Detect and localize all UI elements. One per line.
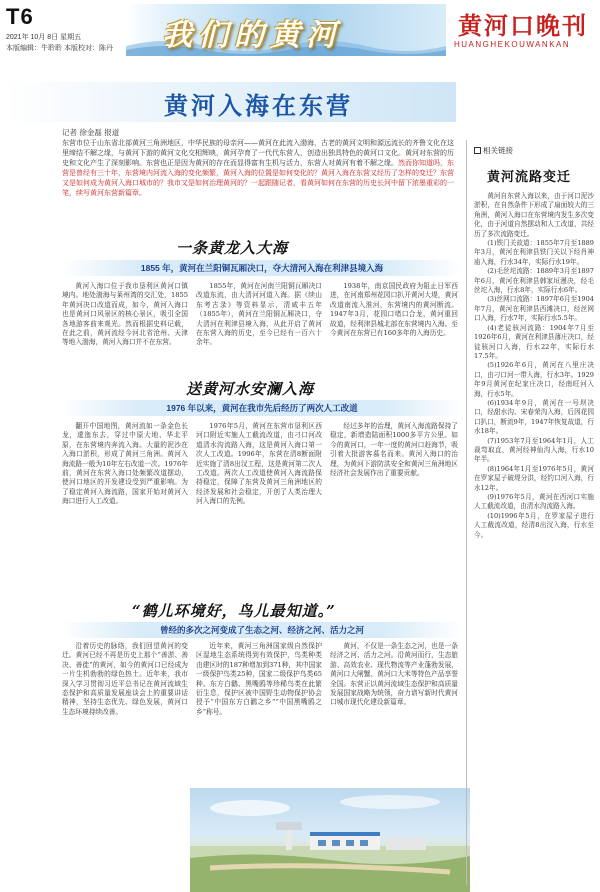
section-1-column-2: 1855年，黄河在河南兰阳铜瓦厢决口改道东流，由大清河河道入海。据《续山东考古录》等资料显示，清咸丰五年（1855年），黄河在兰阳铜瓦厢决口，夺大清河在利津县境入海，从此开启了黄河在东营入海的历史，至今已经有一百六十余年。 — [196, 282, 322, 347]
sidebar-paragraph: (5)1926年6月，黄河在八里庄决口，由刁口河一带入海，行水3年。1929年9月黄河在纪家庄决口，经南旺河入海，行水5年。 — [474, 361, 594, 398]
page-number: T6 — [6, 4, 34, 29]
section-2-column-1: 翻开中国地图，黄河流如一条金色长龙，逶迤东去，穿过中原大地、华北平原，在东营境内奔流入海。大量的泥沙在入海口淤积，形成了黄河三角洲。黄河入海流路一般为10年左右改道一次。1976年前，黄河在东营入海口处频繁改道摆动，使河口地区的开发建设受到严重影响。为了稳定黄河入海流路，国家开始对黄河入海口进行人工改道。 — [62, 422, 188, 506]
section-2-title: 送黄河水安澜入海 — [186, 380, 315, 398]
section-1-title: 一条黄龙入大海 — [176, 239, 289, 257]
newspaper-name: 黄河口晚刊 — [458, 11, 588, 40]
river-mouth-photo — [190, 788, 470, 892]
sidebar-paragraph: (2)毛丝坨流路：1889年3月至1897年6月，黄河在利津县韩家垣漫决，经毛丝坨入海，行水8年，实际行水6年。 — [474, 267, 594, 295]
sidebar-paragraph: 黄河自东营入海以来，由于河口泥沙淤积，在自然条件下形成了扇面较大的三角洲，黄河入海口在东营境内发生多次变化，由于河道自然摆动和人工改道，共经历了多次流路变迁。 — [474, 192, 594, 238]
sidebar-paragraph: (7)1953年7月至1964年1月，人工裁弯取直，黄河经神仙沟入海，行水10年半。 — [474, 436, 594, 464]
sidebar-paragraph: (4)老徒骇河流路：1904年7月至1926年6月，黄河在利津县薄庄决口，经徒骇河口入海，行水22年，实际行水17.5年。 — [474, 323, 594, 360]
headline-block — [6, 82, 456, 122]
section-1-column-1: 黄河入海口位于我市垦利区黄河口镇境内。地处渤海与莱州湾的交汇处，1855年黄河决口改道而成，如今，黄河入海口也是黄河口风景区的核心景区，吸引全国各地游客前来观光。然而根据史料记载，在此之前，黄河流经今河北省沧州、天津等地入渤海，黄河入海口并不在东营。 — [62, 282, 188, 347]
related-links-label: 相关链接 — [483, 146, 513, 155]
newspaper-pinyin: HUANGHEKOUWANKAN — [454, 40, 571, 49]
checkbox-icon — [474, 147, 481, 154]
section-banner — [126, 4, 446, 56]
photo-scene-graphic — [190, 788, 470, 892]
article-byline: 记者 徐金磊 报道 — [62, 128, 120, 137]
sidebar-divider — [466, 140, 467, 885]
section-3-column-3: 黄河，不仅是一条生态之河，也是一条经济之河、活力之河。沿黄河而行，生态旅游、高效农业、现代物流等产业蓬勃发展，黄河口大闸蟹、黄河口大米等特色产品享誉全国。东营正以黄河流域生态保护和高质量发展国家战略为统领，奋力谱写新时代黄河口城市现代化建设新篇章。 — [330, 642, 458, 707]
banner-title: 我们的黄河 — [162, 18, 342, 53]
section-1-subtitle: 1855 年，黄河在兰阳铜瓦厢决口，夺大清河入海在利津县境入海 — [62, 260, 462, 276]
section-3-title: “鹤儿环境好，鸟儿最知道。” — [132, 602, 336, 620]
article-lead — [62, 138, 458, 198]
section-2-subtitle: 1976 年以来，黄河在我市先后经历了两次人工改道 — [62, 400, 462, 416]
sidebar-paragraph: (8)1964年1月至1976年5月，黄河在罗家屋子破堤分洪，经钓口河入海，行水12年。 — [474, 464, 594, 492]
section-3-subtitle: 曾经的多次之河变成了生态之河、经济之河、活力之河 — [62, 622, 462, 638]
sidebar-paragraph: (9)1976年5月，黄河在西河口实施人工截流改道，由清水沟流路入海。 — [474, 493, 594, 511]
lead-highlight: 然而你知道吗，东营是曾经有三十年，东营境内河流入海的变化频繁，黄河入海的位置是如何变化的？黄河入海在东营又经历了怎样的变迁？东营又是如何成为黄河入海口城市的？我市又是如何治理黄河的？一起跟随记者，看黄河如何在东营的历史长河中留下浓墨重彩的一笔，续写黄河东营新篇章。 — [62, 159, 454, 197]
sidebar-body — [474, 192, 594, 886]
issue-date: 2021年 10月 8日 星期五 — [6, 34, 82, 41]
editor-line: 本版编辑：牛聆聆 本版校对：陈丹 — [6, 45, 113, 52]
sidebar-title: 黄河流路变迁 — [487, 170, 572, 185]
sidebar-paragraph: (6)1934年9月，黄河在一号坝决口，经甜水沟、宋春荣沟入海，后因花园口扒口，断流9年，1947年恢复故道，行水18年。 — [474, 398, 594, 436]
newspaper-logo — [450, 4, 596, 56]
sidebar-paragraph: (3)丝网口流路：1897年6月至1904年7月，黄河在利津县西滩决口，经丝网口入海，行水7年，实际行水5.5年。 — [474, 295, 594, 323]
masthead — [0, 0, 600, 60]
sidebar-paragraph: (10)1996年5月，在罗家屋子进行人工截流改道，经清8出汊入海，行水至今。 — [474, 511, 594, 539]
section-3-column-1: 沿着历史的脉络，我们回望黄河的变迁。黄河已经不再是历史上那个“善淤、善决、善徙”的黄河，如今的黄河口已经成为一片生机勃勃的绿色热土。近年来，我市深入学习贯彻习近平总书记在黄河流域生态保护和高质量发展座谈会上的重要讲话精神，坚持生态优先、绿色发展，黄河口生态环境持续改善。 — [62, 642, 188, 716]
related-links-tag — [474, 145, 513, 156]
section-2-column-2: 1976年5月，黄河在东营市垦利区西河口附近实施人工截流改道，由刁口河改道清水沟流路入海，这是黄河入海口第一次人工改道。1996年，东营在清8断面附近实施了清8出汊工程，这是黄河第二次人工改道。两次人工改道使黄河入海流路保持稳定，保障了东营及黄河三角洲地区的经济发展和社会稳定，开创了人类治理大河入海口的先例。 — [196, 422, 322, 506]
lead-text: 东营市位于山东省北部黄河三角洲地区，中华民族的母亲河——黄河在此流入渤海，古老的黄河文明和源远流长的齐鲁文化在这里缔结不解之缘，与黄河下游的黄河文化交相辉映，黄河孕育了一代代东营人，创造出独具特色的黄河口文化。黄河对东营的历史和文化产生了深刻影响。东营也正是因为黄河的存在而显得富有生机与活力，东营人对黄河有着不解之缘。 — [62, 139, 454, 167]
article-headline: 黄河入海在东营 — [164, 91, 353, 120]
section-1-column-3: 1938年，南京国民政府为阻止日军西进，在河南郑州花园口扒开黄河大堤，黄河改道南流入淮河，东营境内的黄河断流。1947年3月，花园口堵口合龙，黄河重回故道，经利津县城北部在东营境内入海。至今黄河在东营已有160多年的入海历史。 — [330, 282, 458, 338]
section-3-column-2: 近年来，黄河三角洲国家级自然保护区湿地生态系统得到有效保护，鸟类种类由建区时的187种增加到371种，其中国家一级保护鸟类25种，国家二级保护鸟类65种。东方白鹳、黑嘴鸥等珍稀鸟类在此繁衍生息，保护区被中国野生动物保护协会授予“中国东方白鹳之乡”“中国黑嘴鸥之乡”称号。 — [196, 642, 322, 716]
section-2-column-3: 经过多年的治理，黄河入海流路保持了稳定，新增造陆面积1000多平方公里。如今的黄河口，一年一度的黄河口赶海节，吸引着大批游客慕名而来。黄河入海口的治理，为黄河下游防洪安全和黄河三角洲地区经济社会发展作出了重要贡献。 — [330, 422, 458, 478]
sidebar-paragraph: (1)铁门关故道：1855年7月至1889年3月，黄河在利津县铁门关以下经肖神庙入海，行水34年，实际行水19年。 — [474, 239, 594, 266]
